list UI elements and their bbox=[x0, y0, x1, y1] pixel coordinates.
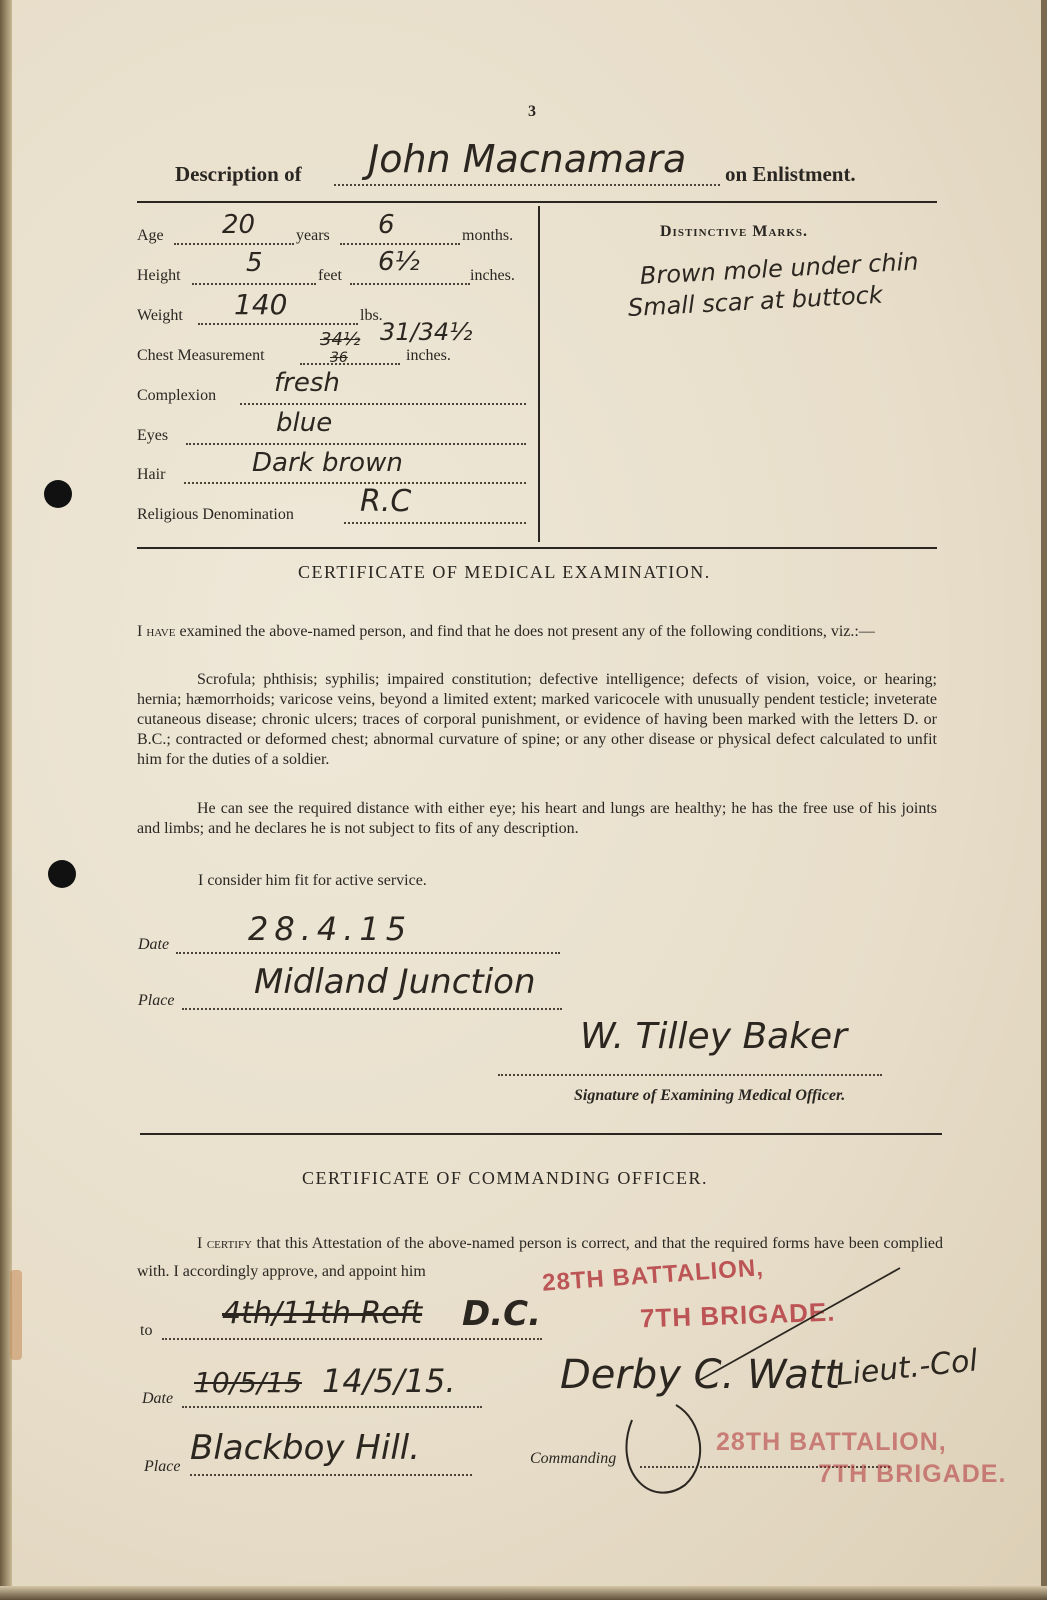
medical-date-value: 28.4.15 bbox=[248, 910, 413, 948]
weight-value: 140 bbox=[234, 288, 288, 321]
commanding-officer-rank: Lieut.-Col bbox=[834, 1343, 980, 1393]
hair-label: Hair bbox=[137, 466, 166, 483]
religion-value: R.C bbox=[360, 484, 412, 519]
chest-struck-value: 34½ bbox=[320, 329, 361, 350]
commanding-place-label: Place bbox=[144, 1458, 181, 1475]
commanding-label: Commanding bbox=[530, 1450, 617, 1467]
medical-date-label: Date bbox=[138, 936, 170, 953]
commanding-date-value: 14/5/15. bbox=[322, 1362, 456, 1400]
eyes-label: Eyes bbox=[137, 427, 169, 444]
chest-value: 31/34½ bbox=[380, 318, 473, 346]
age-years-value: 20 bbox=[222, 210, 256, 240]
inches-label: inches. bbox=[470, 267, 515, 284]
commanding-heading: CERTIFICATE OF COMMANDING OFFICER. bbox=[302, 1168, 708, 1188]
distinctive-mark-1: Brown mole under chin bbox=[639, 247, 920, 290]
height-inches-value: 6½ bbox=[378, 247, 420, 277]
header-suffix: on Enlistment. bbox=[725, 162, 856, 186]
battalion-stamp-lower-line2: 7TH BRIGADE. bbox=[818, 1460, 1007, 1488]
commanding-para-text: that this Attestation of the above-named person is correct, and that the required forms have been complied with. I accordingly approve, and appoint him bbox=[137, 1235, 944, 1280]
signature-flourish bbox=[626, 1405, 700, 1493]
chest-inches-label: inches. bbox=[406, 347, 451, 364]
page-number: 3 bbox=[528, 103, 536, 120]
medical-officer-signature: W. Tilley Baker bbox=[580, 1016, 847, 1057]
battalion-stamp-upper-line1: 28TH BATTALION, bbox=[541, 1254, 765, 1297]
commanding-place-value: Blackboy Hill. bbox=[190, 1428, 421, 1468]
commanding-date-label: Date bbox=[142, 1390, 174, 1407]
medical-place-label: Place bbox=[138, 992, 175, 1009]
chest-struck-value-2: 36 bbox=[330, 350, 348, 366]
complexion-value: fresh bbox=[274, 368, 340, 398]
height-label: Height bbox=[137, 267, 181, 284]
weight-label: Weight bbox=[137, 307, 183, 324]
hair-value: Dark brown bbox=[252, 448, 403, 478]
chest-label: Chest Measurement bbox=[137, 347, 265, 364]
years-label: years bbox=[296, 227, 330, 244]
eyes-value: blue bbox=[276, 408, 333, 438]
height-feet-value: 5 bbox=[246, 248, 263, 278]
feet-label: feet bbox=[318, 267, 342, 284]
age-label: Age bbox=[137, 227, 164, 244]
signature-stroke bbox=[700, 1268, 900, 1380]
medical-para-4: I consider him fit for active service. bbox=[198, 872, 427, 889]
commanding-officer-signature: Derby C. Watt bbox=[560, 1352, 841, 1398]
commanding-to-struck: 4th/11th Reft bbox=[222, 1296, 423, 1331]
medical-heading: CERTIFICATE OF MEDICAL EXAMINATION. bbox=[298, 562, 711, 582]
medical-para-2: Scrofula; phthisis; syphilis; impaired constitution; defective intelligence; defects of vision, voice, or hearing; hernia; hæmorrhoids; varicose veins, beyond a limited extent; marked varicocele with unusually pendent testicle; inveterate cutaneous disease; chronic ulcers; traces of corporal punishment, or evidence of having been marked with the letters D. or B.C.; contracted or deformed chest; abnormal curvature of spine; or any other disease or physical defect calculated to unfit him for the duties of a soldier. bbox=[137, 671, 937, 768]
battalion-stamp-upper-line2: 7TH BRIGADE. bbox=[639, 1296, 836, 1334]
medical-place-value: Midland Junction bbox=[254, 962, 536, 1002]
distinctive-marks-heading: Distinctive Marks. bbox=[660, 223, 809, 240]
distinctive-mark-2: Small scar at buttock bbox=[627, 280, 884, 322]
complexion-label: Complexion bbox=[137, 387, 217, 404]
months-label: months. bbox=[462, 227, 514, 244]
commanding-to-value: D.C. bbox=[462, 1294, 542, 1334]
commanding-date-struck: 10/5/15 bbox=[194, 1366, 302, 1399]
commanding-to-label: to bbox=[140, 1322, 153, 1339]
header-prefix: Description of bbox=[175, 162, 302, 186]
commanding-para-lead: I certify bbox=[197, 1235, 253, 1252]
age-months-value: 6 bbox=[378, 210, 395, 240]
medical-para-1-lead: I have bbox=[137, 623, 176, 640]
lbs-label: lbs. bbox=[360, 307, 383, 324]
enlistee-name: John Macnamara bbox=[368, 137, 687, 181]
medical-para-3: He can see the required distance with either eye; his heart and lungs are healthy; he has the free use of his joints and limbs; and he declares he is not subject to fits of any description. bbox=[137, 800, 937, 837]
medical-signature-label: Signature of Examining Medical Officer. bbox=[574, 1087, 846, 1104]
medical-para-1-text: examined the above-named person, and find that he does not present any of the following conditions, viz.:— bbox=[179, 623, 875, 640]
religion-label: Religious Denomination bbox=[137, 506, 294, 523]
battalion-stamp-lower-line1: 28TH BATTALION, bbox=[716, 1428, 947, 1456]
